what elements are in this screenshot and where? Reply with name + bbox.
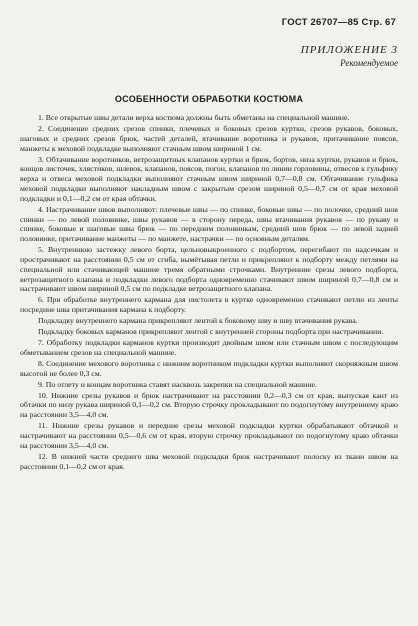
paragraph: 1. Все открытые швы детали верха костюма должны быть обметаны на специальной машине. bbox=[38, 113, 350, 122]
page-number: Стр. 67 bbox=[361, 17, 396, 28]
paragraph: 2. Соединение средних срезов спинки, плечевых и боковых срезов куртки, срезов рукавов, боковых, шаговых и средних срезов брюк, частей деталей, втачивание воротника и рукавов, притачивание поясов, манжеты к меховой подкладке выполняют стачным швом шириной 1 см. bbox=[20, 123, 398, 153]
standard-number: ГОСТ 26707—85 bbox=[281, 17, 359, 28]
paragraph: 8. Соединение мехового воротника с нижним воротником подкладки куртки выполняют скорняжным швом высотой не более 0,3 см. bbox=[20, 358, 398, 378]
document-body bbox=[20, 113, 398, 473]
paragraph: Подкладку внутреннего кармана прикрепляют лентой к боковому шву и шву втачивания рукава. bbox=[38, 316, 358, 326]
paragraph: 3. Обтачивание воротников, ветрозащитных клапанов куртки и брюк, бортов, низа куртки, рукавов и брюк, концов листочек, хлястиков, шлевок, клапанов, поясов, погон, клапанов по линии горловины, отвесов к гульфику верха и отвеса меховой подкладки выполняют стачным швом шириной 0,7—0,8 см. Обтачивание гульфика меховой подкладки выполняют накладным швом с закрытым срезом шириной 0,5—0,7 см от края меховой подкладки и 0,1—0,2 см от края обтачки. bbox=[20, 154, 398, 203]
paragraph: 11. Нижние срезы рукавов и передние срезы меховой подкладки куртки обрабатывают обтачкой и настрачивают на расстоянии 0,5—0,6 см от края, вторую строчку прокладывают по подогнутому краю обтачки на расстоянии 3,5—4,0 см. bbox=[20, 421, 398, 450]
appendix-label bbox=[301, 44, 398, 68]
paragraph: 4. Настрачивание швов выполняют: плечевые швы — по спинке, боковые швы — по полочке, средний шов спинки — по левой половинке, швы рукавов — в сторону переда, швы втачивания рукавов — по рукаву и спинке, боковые и шаговые швы брюк — по передним половинкам, средний шов брюк — по левой задней половинке, притачивание манжеты — по манжете, настрачки — по основным деталям. bbox=[20, 204, 398, 244]
page-header bbox=[282, 17, 396, 28]
paragraph: 10. Нижние срезы рукавов и брюк настрачивают на расстоянии 0,2—0,3 см от края, выпуская кант из обтачки по низу рукава шириной 0,1—0,2 см. Вторую строчку прокладывают по подогнутому внутреннему краю на расстоянии 3,5—4,0 см. bbox=[20, 390, 398, 420]
section-title: ОСОБЕННОСТИ ОБРАБОТКИ КОСТЮМА bbox=[114, 94, 304, 104]
paragraph: 12. В нижней части среднего шва меховой подкладки брюк настрачивают полоску из ткани швом на расстоянии 0,1—0,2 см от края. bbox=[20, 451, 398, 471]
appendix-title: ПРИЛОЖЕНИЕ 3 bbox=[300, 44, 398, 56]
paragraph: 6. При обработке внутреннего кармана для пистолета в куртке одновременно стачивают петлю из ленты посредине шва притачивания кармана к подборту. bbox=[20, 295, 398, 315]
paragraph: 5. Внутреннюю застежку левого борта, цельновыкроенного с подбортом, перегибают по надсечкам и прострачивают на расстоянии 0,5 см от сгиба, вымётывая петли и прикрепляют к подборту между петлями на специальной или стачивающей машине тремя обратными строчками. Внутренние срезы левого подборта, ветрозащитного клапана и подкладки левого подборта одновременно стачивают швом шириной 0,7—0,8 см и настрачивают швом шириной 0,5 см по подкладке ветрозащитного клапана. bbox=[20, 245, 398, 294]
paragraph: Подкладку боковых карманов прикрепляют лентой с внутренней стороны подборта при настрачивании. bbox=[38, 327, 384, 337]
appendix-subtitle: Рекомендуемое bbox=[340, 58, 398, 68]
paragraph: 9. По отлету и концам воротника ставят насквозь закрепки на специальной машине. bbox=[38, 379, 317, 389]
paragraph: 7. Обработку подкладки карманов куртки производят двойным швом или стачным швом с последующим обметыванием срезов на специальной машине. bbox=[20, 338, 398, 357]
